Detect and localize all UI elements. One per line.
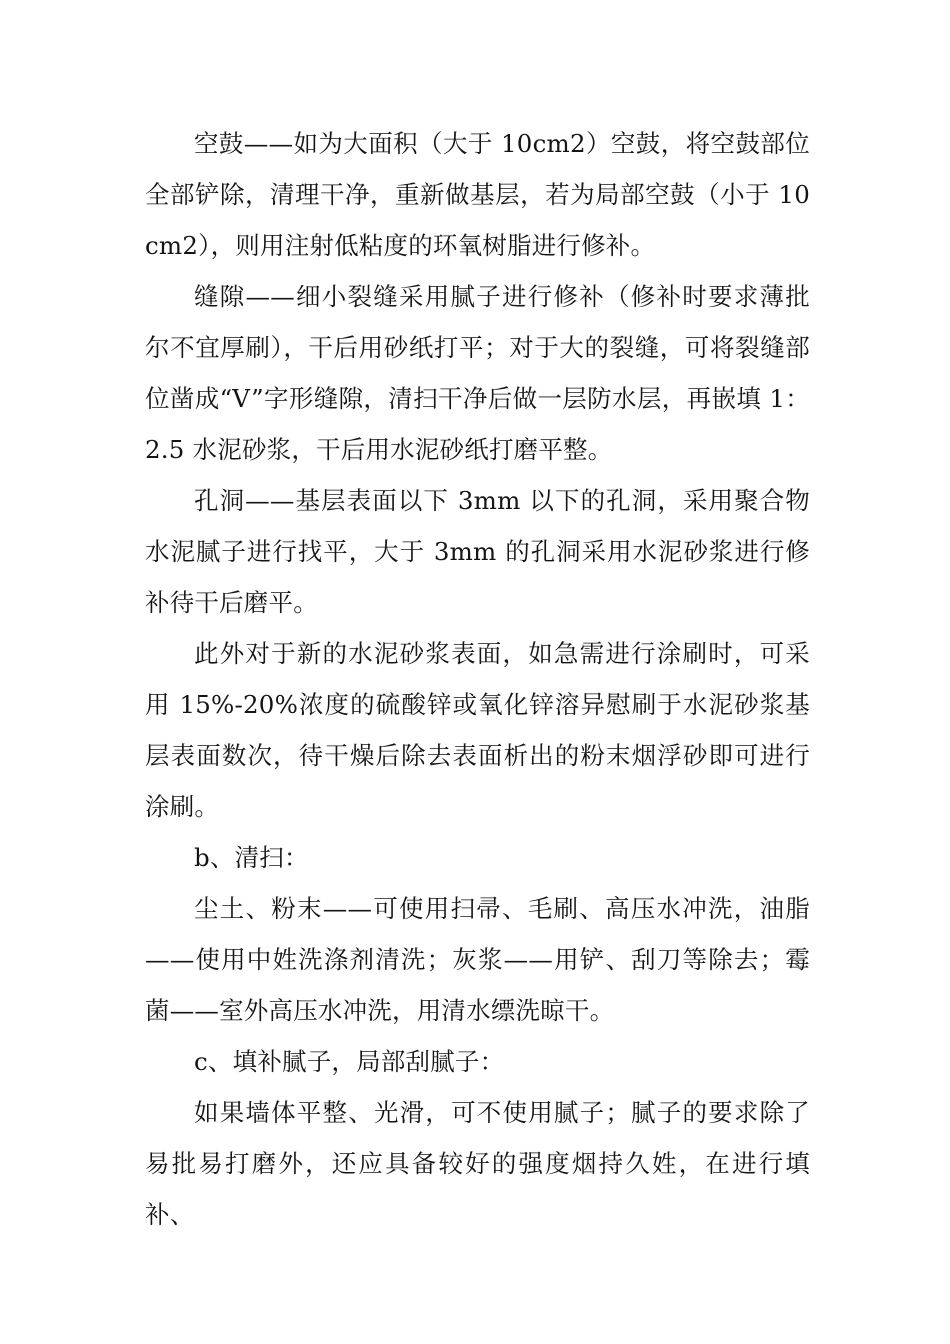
paragraph-hollowing: 空鼓——如为大面积（大于 10cm2）空鼓，将空鼓部位全部铲除，清理干净，重新做基层，若为局部空鼓（小于 10cm2），则用注射低粘度的环氧树脂进行修补。 (145, 129, 810, 260)
paragraph-cracks: 缝隙——细小裂缝采用腻子进行修补（修补时要求薄批尔不宜厚刷），干后用砂纸打平；对于大的裂缝，可将裂缝部位凿成“V”字形缝隙，清扫干净后做一层防水层，再嵌填 1：2.5 水泥砂浆，干后用水泥砂纸打磨平整。 (145, 282, 810, 464)
paragraph-cleaning: 尘土、粉末——可使用扫帚、毛刷、高压水冲洗，油脂——使用中姓洗涤剂清洗；灰浆——用铲、刮刀等除去；霉菌——室外高压水冲洗，用清水缥洗晾干。 (145, 894, 810, 1025)
paragraph-putty: 如果墙体平整、光滑，可不使用腻子；腻子的要求除了易批易打磨外，还应具备较好的强度烟持久姓，在进行填补、 (145, 1098, 810, 1229)
heading-c-putty: c、填补腻子，局部刮腻子： (194, 1047, 505, 1076)
paragraph-new-mortar: 此外对于新的水泥砂浆表面，如急需进行涂刷时，可采用 15%-20%浓度的硫酸锌或氧化锌溶异慰刷于水泥砂浆基层表面数次，待干燥后除去表面析出的粉末烟浮砂即可进行涂刷。 (145, 639, 810, 821)
paragraph-holes: 孔洞——基层表面以下 3mm 以下的孔洞，采用聚合物水泥腻子进行找平，大于 3mm 的孔洞采用水泥砂浆进行修补待干后磨平。 (145, 486, 810, 617)
document-body (145, 118, 810, 1240)
heading-b-cleaning: b、清扫： (194, 843, 309, 872)
